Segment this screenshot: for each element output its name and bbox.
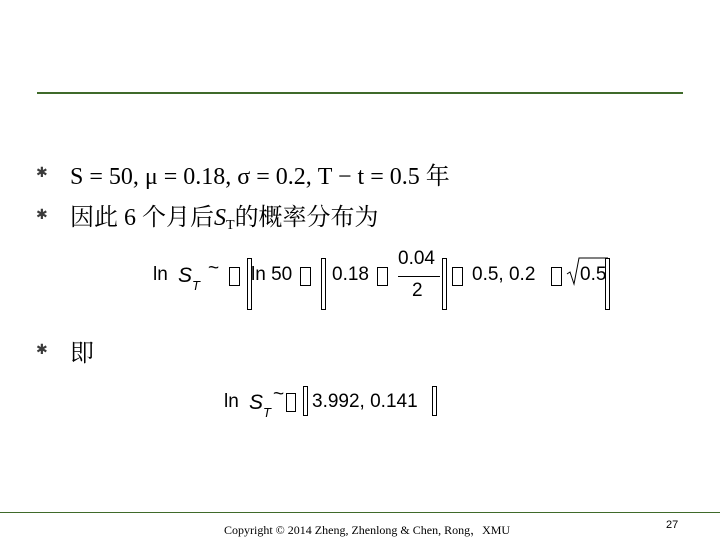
intro-prefix: 因此 6 个月后 bbox=[70, 204, 214, 231]
eq2-missing-glyph-phi bbox=[286, 393, 296, 412]
eq1-sqrt-arg: 0.5 bbox=[580, 264, 607, 285]
bullet-star-icon: ✱ bbox=[36, 342, 48, 358]
eq1-ln: ln bbox=[153, 264, 168, 285]
eq2-var-s: S bbox=[249, 391, 264, 414]
eq2-args: 3.992, 0.141 bbox=[312, 391, 418, 412]
eq1-ln50: ln 50 bbox=[251, 264, 293, 285]
eq2-right-bracket bbox=[432, 386, 437, 416]
bullet-star-icon: ✱ bbox=[36, 207, 48, 223]
eq1-subscript-t: T bbox=[192, 278, 200, 293]
parameters-text: S = 50, μ = 0.18, σ = 0.2, T − t = 0.5 年 bbox=[70, 163, 450, 190]
eq1-fraction-denominator: 2 bbox=[412, 280, 423, 301]
eq1-args: 0.5, 0.2 bbox=[472, 264, 536, 285]
eq1-fraction-numerator: 0.04 bbox=[398, 248, 435, 269]
eq1-drift: 0.18 bbox=[332, 264, 369, 285]
page-number: 27 bbox=[666, 519, 679, 531]
eq2-left-bracket bbox=[303, 386, 308, 416]
intro-suffix: 的概率分布为 bbox=[234, 204, 379, 231]
eq1-tilde: ~ bbox=[208, 258, 220, 279]
footer-divider-line bbox=[0, 512, 720, 513]
eq2-tilde: ~ bbox=[273, 384, 285, 405]
bullet-star-icon: ✱ bbox=[36, 165, 48, 181]
eq1-var-s: S bbox=[178, 264, 193, 287]
eq2-subscript-t: T bbox=[263, 405, 271, 420]
result-intro-text: 即 bbox=[70, 340, 94, 367]
intro-subscript-t: T bbox=[226, 217, 235, 233]
intro-var-s: S bbox=[214, 204, 226, 231]
copyright-text: Copyright © 2014 Zheng, Zhenlong & Chen, Rong，XMU bbox=[224, 523, 511, 537]
eq2-ln: ln bbox=[224, 391, 239, 412]
